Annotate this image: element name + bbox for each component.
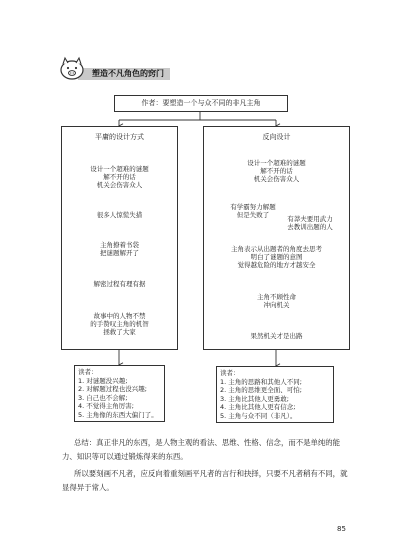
section-title: 塑造不凡角色的窍门 <box>92 69 164 78</box>
left-step-2: 很多人惊慌失措 <box>96 211 143 219</box>
left-step-3: 主角撩着书袋 把谜题解开了 <box>100 241 139 257</box>
conclusion-paragraph: 所以要刻画不凡者，应反向着重刻画平凡者的言行和抉择，只要不凡者稍有不同，就显得异于常人。 <box>62 469 348 492</box>
right-step-4: 主角表示从出题者的角度去思考 明白了谜题的意图 觉得越危险的地方才越安全 <box>231 245 322 269</box>
page-number: 85 <box>337 525 346 533</box>
right-reader-list: 读者： 1. 主角的思路和其他人不同; 2. 主角的思维更全面、可怕; 3. 主角比其他人更勇敢; 4. 主角比其他人更有信念; 5. 主角与众不同（非凡）。 <box>220 369 302 420</box>
reverse-design-heading: 反向设计 <box>262 133 291 141</box>
right-step-2: 有学霸努力解题 但是失败了 <box>230 203 276 219</box>
right-step-6: 果然机关才是出路 <box>250 332 303 340</box>
left-step-1: 设计一个超难的谜题 解不开的话 机关会伤害众人 <box>90 165 149 189</box>
author-goal-text: 作者：要塑造一个与众不同的非凡主角 <box>141 99 261 107</box>
right-step-5: 主角不顾性命 冲向机关 <box>257 293 296 309</box>
left-step-5: 故事中的人物不禁 的手赞叹主角的机智 拯救了大家 <box>90 312 149 336</box>
left-reader-list: 读者： 1. 对谜题没兴趣; 2. 对解题过程也没兴趣; 3. 自己也不会解; 4. 不觉得主角厉害; 5. 主角像的东西大偏门了。 <box>78 368 158 419</box>
right-step-3: 有莽夫要用武力 去教训出题的人 <box>287 215 333 231</box>
left-step-4: 解密过程有理有据 <box>93 280 146 288</box>
mediocre-design-heading: 平庸的设计方式 <box>95 133 144 141</box>
summary-paragraph: 总结：真正非凡的东西，是人物主观的看法、思维、性格、信念，而不是单纯的能力、知识等可以通过锻炼得来的东西。 <box>62 438 341 461</box>
right-step-1: 设计一个超难的谜题 解不开的话 机关会伤害众人 <box>247 159 306 183</box>
